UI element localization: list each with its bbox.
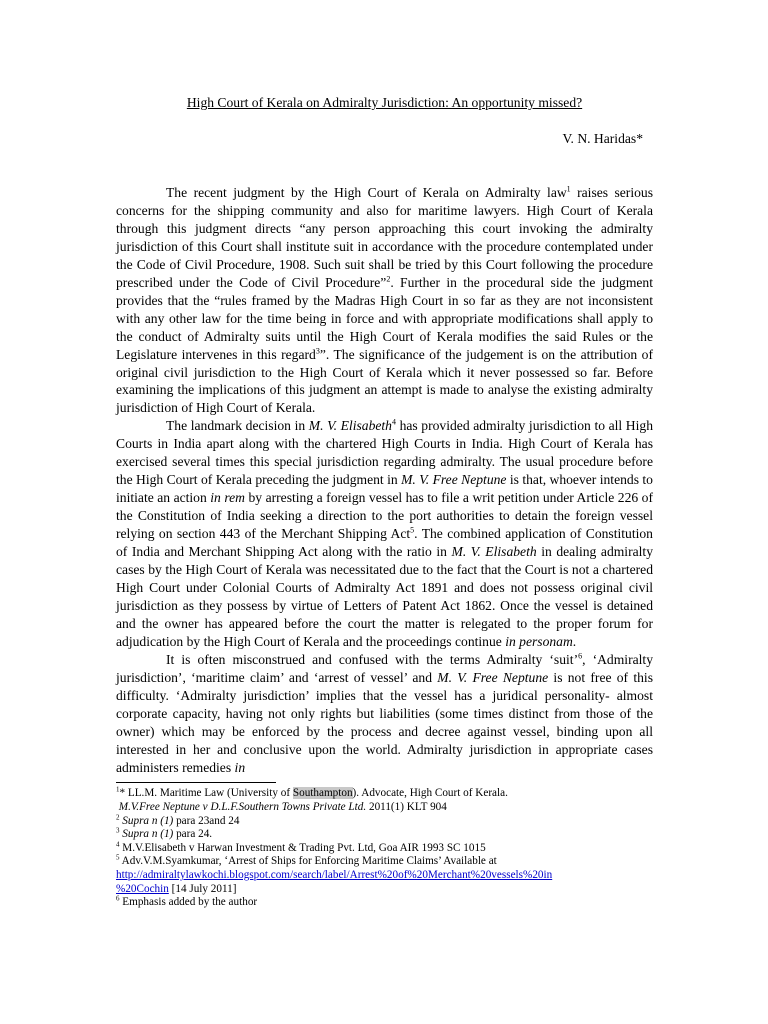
document-page xyxy=(116,94,653,910)
footnote-6: $^6$ Emphasis added by the author xyxy=(116,894,258,909)
paragraph-2: The landmark decision in M. V. Elisabeth$^4$ has provided admiralty jurisdiction to all High Courts in India apart along with the chartered High Courts in India. High Court of Kerala has exercised several times this special jurisdiction regarding admiralty. The usual procedure before the High Court of Kerala preceding the judgment in M. V. Free Neptune is that, whoever intends to initiate an action in rem by arresting a foreign vessel has to file a writ petition under Article 226 of the Constitution of India seeking a direction to the port authorities to detain the foreign vessel relying on section 443 of the Merchant Shipping Act$^5$. The combined application of Constitution of India and Merchant Shipping Act along with the ratio in M. V. Elisabeth in dealing admiralty cases by the High Court of Kerala was necessitated due to the fact that the Court is not a chartered High Court under Colonial Courts of Admiralty Act 1891 and does not possess original civil jurisdiction as they possess by virtue of Letters of Patent Act 1862. Once the vessel is detained and the owner has appeared before the court the matter is relegated to the proper forum for adjudication by the High Court of Kerala and the proceedings continue in personam. xyxy=(116,417,653,649)
footnotes xyxy=(116,787,653,909)
highlighted-text: Southampton xyxy=(292,787,353,800)
footnote-divider xyxy=(116,782,276,783)
document-title: High Court of Kerala on Admiralty Jurisdiction: An opportunity missed? xyxy=(186,95,583,110)
footnote-1: $^1$* LL.M. Maritime Law (University of Southampton). Advocate, High Court of Kerala. xyxy=(116,785,508,800)
footnote-ref-1: 1 xyxy=(566,184,571,194)
footnote-3: $^3$ Supra n (1) para 24. xyxy=(116,826,213,841)
footnote-1-case: M.V.Free Neptune v D.L.F.Southern Towns Private Ltd. 2011(1) KLT 904 xyxy=(118,801,447,814)
body-text xyxy=(116,184,653,776)
footnote-ref-3: 3 xyxy=(315,346,320,356)
footnote-2: $^2$ Supra n (1) para 23and 24 xyxy=(116,812,240,827)
footnote-ref-4: 4 xyxy=(391,417,396,427)
paragraph-1: The recent judgment by the High Court of Kerala on Admiralty law$^1$ raises serious concerns for the shipping community and also for maritime lawyers. High Court of Kerala through this judgment directs “any person approaching this court invoking the admiralty jurisdiction of this Court shall institute suit in accordance with the procedure contemplated under the Code of Civil Procedure, 1908. Such suit shall be tried by this Court following the procedure prescribed under the Code of Civil Procedure”$^2$. Further in the procedural side the judgment provides that the “rules framed by the Madras High Court in so far as they are not inconsistent with any other law for the time being in force and with appropriate modifications shall apply to the conduct of Admiralty suits until the High Court of Kerala modifies the said Rules or the Legislature intervenes in this regard$^3$”. The significance of the judgement is on the attribution of original civil jurisdiction to the High Court of Kerala which it never possessed so far. Before examining the implications of this judgment an attempt is made to analyse the existing admiralty jurisdiction of High Court of Kerala. xyxy=(116,184,654,416)
footnote-ref-6: 6 xyxy=(578,651,583,661)
author-name: V. N. Haridas* xyxy=(562,131,643,146)
footnote-4: $^4$ M.V.Elisabeth v Harwan Investment & Trading Pvt. Ltd, Goa AIR 1993 SC 1015 xyxy=(116,840,486,854)
source-link[interactable]: http://admiraltylawkochi.blogspot.com/search/label/Arrest%20of%20Merchant%20vessels%20in xyxy=(116,869,553,882)
paragraph-3: It is often misconstrued and confused with the terms Admiralty ‘suit’$^6$, ‘Admiralty jurisdiction’, ‘maritime claim’ and ‘arrest of vessel’ and M. V. Free Neptune is not free of this difficulty. ‘Admiralty jurisdiction’ implies that the vessel has a juridical personality- almost corporate capacity, having not only rights but liabilities (some times distinct from those of the owner) which may be enforced by the process and decree against vessel, binding upon all interested in her and conclusive upon the world. Admiralty jurisdiction in appropriate cases administers remedies in xyxy=(116,651,653,775)
footnote-ref-5: 5 xyxy=(410,525,415,535)
source-link-continued[interactable]: %20Cochin xyxy=(116,882,169,895)
footnote-ref-2: 2 xyxy=(386,274,391,284)
footnote-5: $^5$ Adv.V.M.Syamkumar, ‘Arrest of Ships for Enforcing Maritime Claims’ Available at http://admiraltylawkochi.blogspot.com/search/label/Arrest%20of%20Merchant%20vessels%20in %20Cochin [14 July 2011] xyxy=(116,853,553,895)
